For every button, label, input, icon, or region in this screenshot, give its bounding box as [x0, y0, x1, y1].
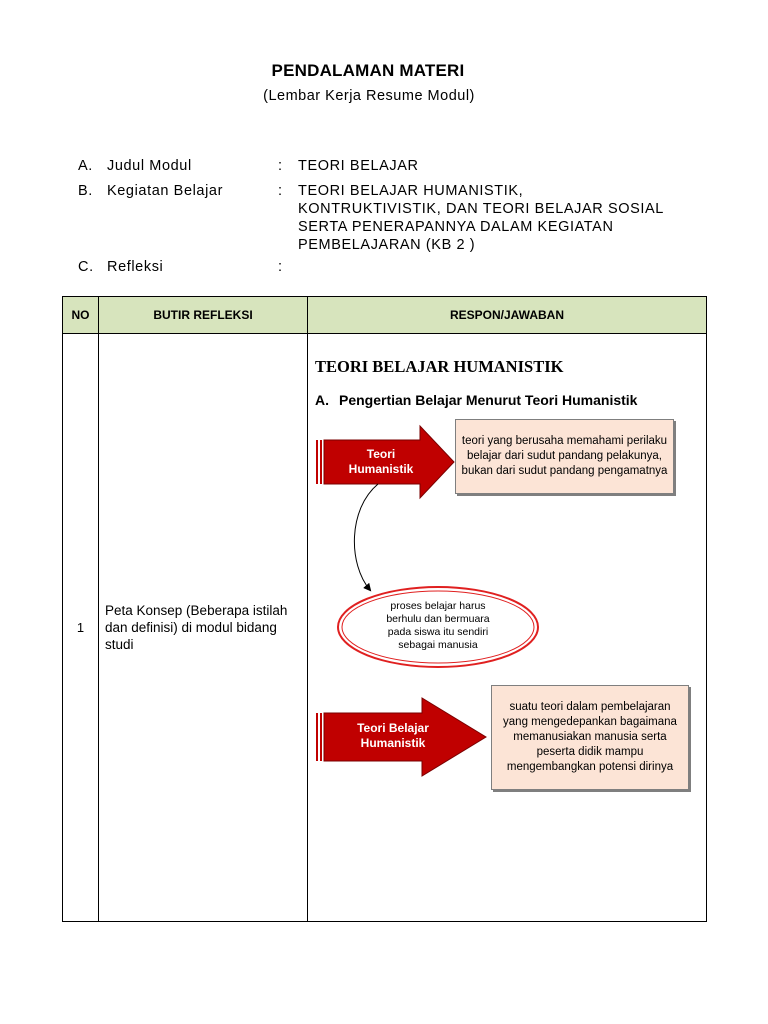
meta-label: Kegiatan Belajar	[107, 183, 224, 199]
subheading-text: Pengertian Belajar Menurut Teori Humanistik	[339, 392, 638, 408]
concept-map	[308, 334, 706, 921]
arrow-label-1: Teori Humanistik	[348, 447, 414, 476]
meta-letter: A.	[78, 158, 93, 174]
meta-colon: :	[278, 259, 283, 275]
meta-letter: C.	[78, 259, 94, 275]
definition-box-2: suatu teori dalam pembelajaran yang mengedepankan bagaimana memanusiakan manusia serta peserta didik mampu mengembangkan potensi dirinya	[491, 685, 689, 790]
header-butir: BUTIR REFLEKSI	[99, 297, 308, 334]
section-title: TEORI BELAJAR HUMANISTIK	[315, 357, 564, 376]
page-subtitle: (Lembar Kerja Resume Modul)	[263, 88, 475, 104]
definition-box-1: teori yang berusaha memahami perilaku belajar dari sudut pandang pelakunya, bukan dari sudut pandang pengamatnya	[455, 419, 674, 494]
page-title: PENDALAMAN MATERI	[271, 61, 465, 80]
row-respon	[308, 334, 707, 922]
meta-letter: B.	[78, 183, 93, 199]
header-respon: RESPON/JAWABAN	[308, 297, 707, 334]
connector-line	[354, 484, 378, 590]
meta-value: TEORI BELAJAR	[298, 158, 419, 174]
row-butir: Peta Konsep (Beberapa istilah dan definisi) di modul bidang studi	[99, 334, 308, 922]
meta-label: Judul Modul	[107, 158, 192, 174]
table-header-row	[63, 297, 707, 334]
arrow-label-2: Teori Belajar Humanistik	[357, 721, 429, 750]
table-row	[63, 334, 707, 922]
meta-label: Refleksi	[107, 259, 164, 275]
reflection-table	[62, 296, 707, 922]
row-number: 1	[63, 334, 99, 922]
oval-label: proses belajar harus berhulu dan bermuara pada siswa itu sendiri sebagai manusia	[386, 600, 490, 651]
meta-colon: :	[278, 183, 283, 199]
meta-value: TEORI BELAJAR HUMANISTIK, KONTRUKTIVISTIK, DAN TEORI BELAJAR SOSIAL SERTA PENERAPANNYA DALAM KEGIATAN PEMBELAJARAN (KB 2 )	[298, 183, 664, 253]
subheading-letter: A.	[315, 392, 329, 408]
header-no: NO	[63, 297, 99, 334]
meta-colon: :	[278, 158, 283, 174]
